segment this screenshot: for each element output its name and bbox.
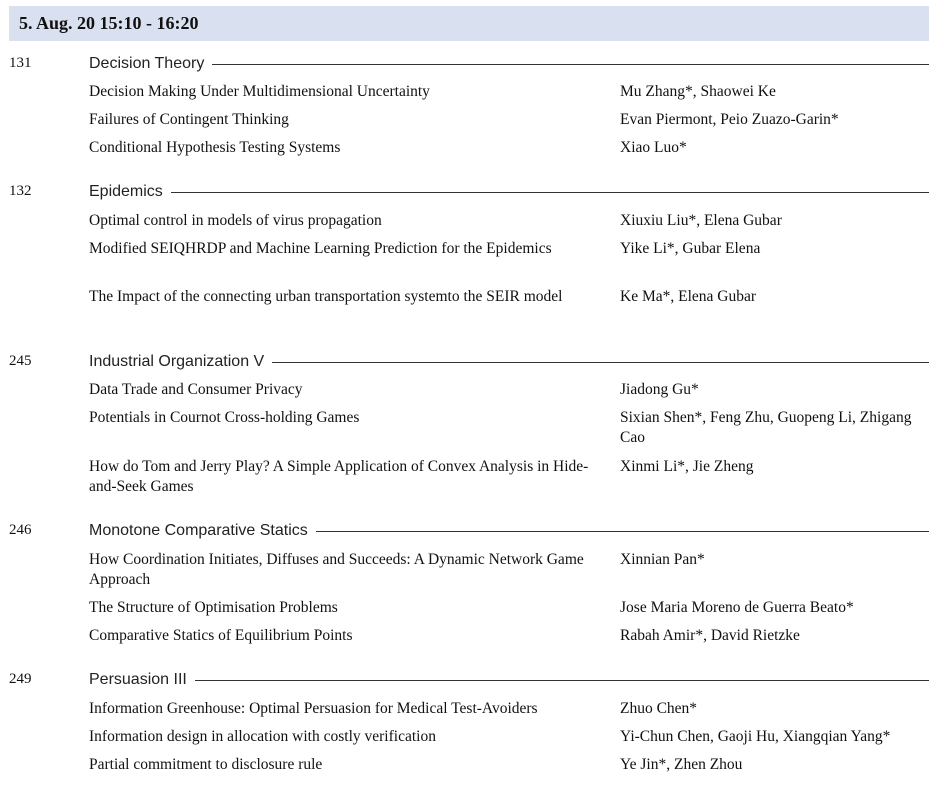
- paper-authors: Ke Ma*, Elena Gubar: [620, 288, 757, 305]
- section-title: Epidemics: [89, 183, 171, 201]
- paper-title: Optimal control in models of virus propagation: [89, 212, 382, 229]
- section-title: Persuasion III: [89, 671, 195, 689]
- paper-title: Decision Making Under Multidimensional Uncertainty: [89, 83, 430, 100]
- paper-authors: Sixian Shen*, Feng Zhu, Guopeng Li, Zhigang Cao: [620, 409, 912, 446]
- section-divider: [90, 192, 929, 193]
- paper-title: Information design in allocation with costly verification: [89, 728, 436, 745]
- section-title: Industrial Organization V: [89, 353, 272, 371]
- paper-authors: Jose Maria Moreno de Guerra Beato*: [620, 599, 854, 616]
- section-title: Decision Theory: [89, 55, 212, 73]
- section-divider: [90, 64, 929, 65]
- paper-title: Failures of Contingent Thinking: [89, 111, 289, 128]
- session-header: [9, 6, 929, 41]
- paper-title: How do Tom and Jerry Play? A Simple Application of Convex Analysis in Hide-and-Seek Games: [89, 458, 589, 495]
- paper-title: Potentials in Cournot Cross-holding Games: [89, 409, 360, 426]
- session-header-title: 5. Aug. 20 15:10 - 16:20: [19, 13, 199, 33]
- paper-authors: Xinnian Pan*: [620, 551, 705, 568]
- paper-title: Modified SEIQHRDP and Machine Learning Prediction for the Epidemics: [89, 240, 552, 257]
- paper-title: How Coordination Initiates, Diffuses and Succeeds: A Dynamic Network Game Approach: [89, 551, 584, 588]
- section-title: Monotone Comparative Statics: [89, 522, 316, 540]
- paper-authors: Mu Zhang*, Shaowei Ke: [620, 83, 776, 100]
- paper-title: The Impact of the connecting urban transportation systemto the SEIR model: [89, 288, 563, 305]
- paper-title: Comparative Statics of Equilibrium Points: [89, 627, 353, 644]
- paper-authors: Ye Jin*, Zhen Zhou: [620, 756, 743, 773]
- paper-title: Partial commitment to disclosure rule: [89, 756, 323, 773]
- paper-authors: Jiadong Gu*: [620, 381, 699, 398]
- paper-authors: Xiao Luo*: [620, 139, 687, 156]
- paper-title: Conditional Hypothesis Testing Systems: [89, 139, 341, 156]
- paper-authors: Xiuxiu Liu*, Elena Gubar: [620, 212, 782, 229]
- paper-authors: Xinmi Li*, Jie Zheng: [620, 458, 754, 475]
- section-number: 246: [9, 522, 32, 538]
- paper-authors: Yi-Chun Chen, Gaoji Hu, Xiangqian Yang*: [620, 728, 891, 745]
- paper-authors: Zhuo Chen*: [620, 700, 698, 717]
- paper-title: Data Trade and Consumer Privacy: [89, 381, 303, 398]
- section-number: 245: [9, 353, 32, 369]
- paper-title: The Structure of Optimisation Problems: [89, 599, 338, 616]
- section-number: 131: [9, 55, 32, 71]
- paper-authors: Yike Li*, Gubar Elena: [620, 240, 761, 257]
- paper-authors: Evan Piermont, Peio Zuazo-Garin*: [620, 111, 839, 128]
- section-divider: [90, 680, 929, 681]
- paper-authors: Rabah Amir*, David Rietzke: [620, 627, 800, 644]
- section-number: 132: [9, 183, 32, 199]
- section-number: 249: [9, 671, 32, 687]
- paper-title: Information Greenhouse: Optimal Persuasion for Medical Test-Avoiders: [89, 700, 538, 717]
